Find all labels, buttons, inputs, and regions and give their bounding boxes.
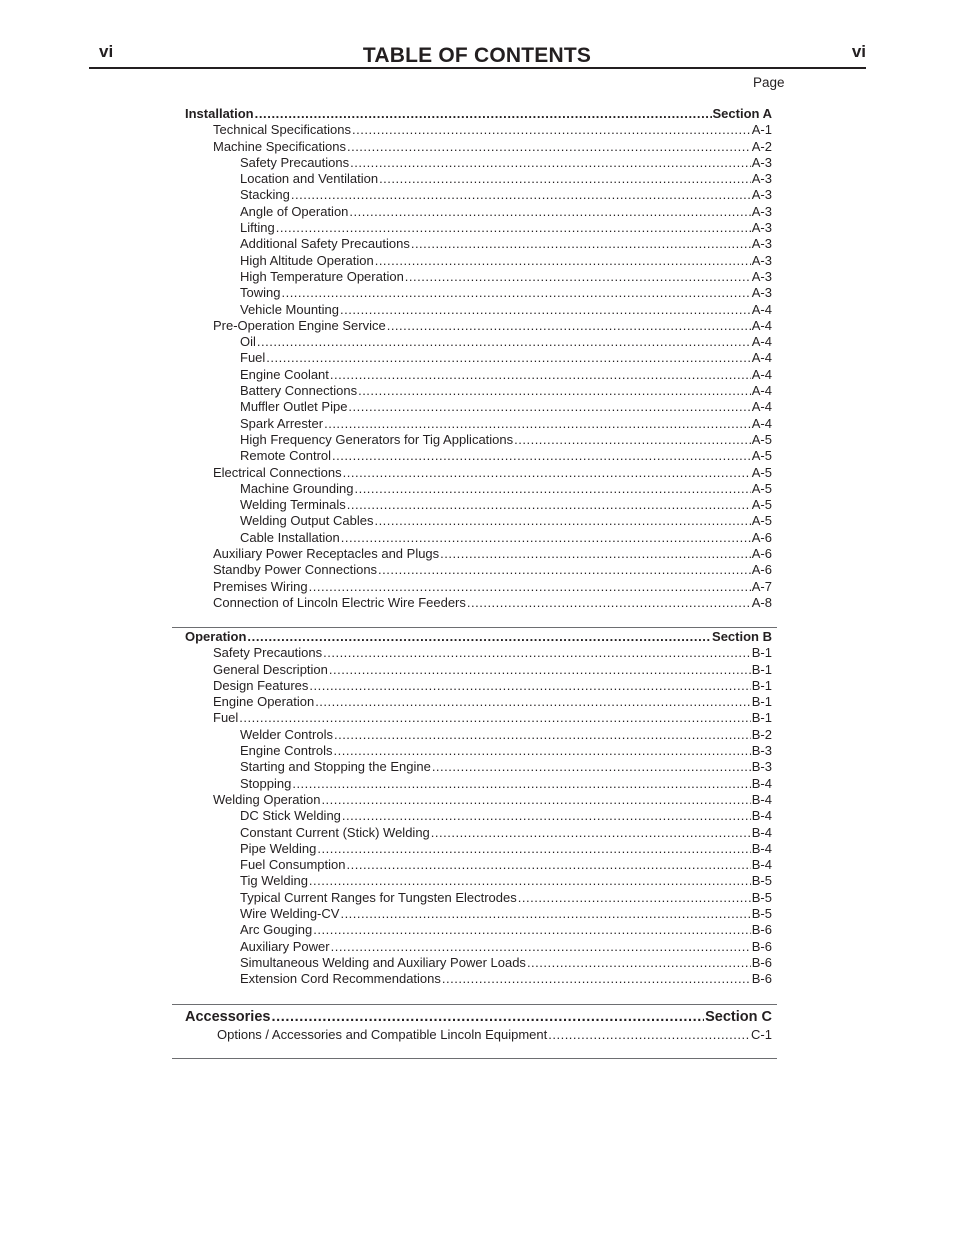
toc-entry-label: Technical Specifications xyxy=(213,122,352,138)
toc-entry-page: B-1 xyxy=(751,661,772,677)
toc-entry-page: B-1 xyxy=(751,677,772,693)
toc-entry-page: B-5 xyxy=(751,906,772,922)
toc-entry[interactable] xyxy=(185,155,772,171)
toc-entry-label: Tig Welding xyxy=(240,873,308,889)
toc-entry-page: A-3 xyxy=(751,187,772,203)
toc-entry[interactable] xyxy=(185,759,772,775)
toc-entry-label: Pre-Operation Engine Service xyxy=(213,317,386,333)
dot-leader xyxy=(527,955,751,971)
toc-entry[interactable] xyxy=(185,662,772,678)
toc-entry-page: B-2 xyxy=(751,726,772,742)
toc-entry-label: Vehicle Mounting xyxy=(240,301,340,317)
toc-entry-page: B-6 xyxy=(751,971,772,987)
toc-entry-label: Towing xyxy=(240,285,281,301)
toc-entry-page: A-4 xyxy=(751,301,772,317)
toc-entry-page: B-5 xyxy=(751,889,772,905)
toc-entry[interactable] xyxy=(185,481,772,497)
toc-entry-label: Wire Welding-CV xyxy=(240,906,340,922)
toc-entry[interactable] xyxy=(185,367,772,383)
toc-entry-page: Section B xyxy=(712,629,772,644)
dot-leader xyxy=(331,939,751,955)
toc-entry-label: Angle of Operation xyxy=(240,203,349,219)
toc-entry-label: Machine Grounding xyxy=(240,480,354,496)
dot-leader xyxy=(340,302,751,318)
dot-leader xyxy=(324,416,751,432)
dot-leader xyxy=(315,694,751,710)
toc-entry-page: A-3 xyxy=(751,220,772,236)
toc-entry[interactable] xyxy=(185,1027,772,1043)
toc-entry-label: Lifting xyxy=(240,220,275,236)
toc-entry-label: General Description xyxy=(213,661,328,677)
toc-entry[interactable] xyxy=(185,776,772,792)
toc-entry-page: A-6 xyxy=(751,529,772,545)
toc-entry-page: B-4 xyxy=(751,775,772,791)
toc-entry-page: A-3 xyxy=(751,171,772,187)
toc-entry-page: A-3 xyxy=(751,285,772,301)
toc-entry[interactable] xyxy=(185,595,772,611)
toc-entry-page: Section C xyxy=(705,1009,772,1025)
toc-entry-label: Connection of Lincoln Electric Wire Feeders xyxy=(213,594,466,610)
toc-entry-page: A-4 xyxy=(751,350,772,366)
dot-leader xyxy=(379,171,751,187)
toc-entry-label: Electrical Connections xyxy=(213,464,342,480)
toc-entry-label: Location and Ventilation xyxy=(240,171,379,187)
toc-entry[interactable] xyxy=(185,873,772,889)
toc-entry[interactable] xyxy=(185,955,772,971)
dot-leader xyxy=(247,629,711,645)
toc-entry-page: A-4 xyxy=(751,317,772,333)
toc-entry[interactable] xyxy=(185,710,772,726)
dot-leader xyxy=(347,139,751,155)
toc-entry-page: A-6 xyxy=(751,546,772,562)
toc-entry[interactable] xyxy=(185,187,772,203)
toc-entry[interactable] xyxy=(185,922,772,938)
toc-entry[interactable] xyxy=(185,285,772,301)
dot-leader xyxy=(317,841,750,857)
toc-entry-label: Remote Control xyxy=(240,448,332,464)
toc-entry-label: Welding Operation xyxy=(213,791,321,807)
dot-leader xyxy=(329,662,751,678)
toc-entry-page: A-4 xyxy=(751,415,772,431)
toc-entry[interactable] xyxy=(185,890,772,906)
dot-leader xyxy=(343,465,751,481)
toc-entry-label: Battery Connections xyxy=(240,383,358,399)
dot-leader xyxy=(330,367,751,383)
toc-entry-label: High Altitude Operation xyxy=(240,252,374,268)
dot-leader xyxy=(271,1007,704,1027)
toc-section-accessories xyxy=(185,1007,772,1043)
toc-entry-label: Fuel Consumption xyxy=(240,857,346,873)
dot-leader xyxy=(257,334,751,350)
page-number-right: vi xyxy=(851,42,866,61)
toc-entry[interactable] xyxy=(185,530,772,546)
page-title: TABLE OF CONTENTS xyxy=(362,44,592,67)
toc-entry-label: Auxiliary Power Receptacles and Plugs xyxy=(213,546,440,562)
dot-leader xyxy=(309,678,750,694)
toc-entry-label: Spark Arrester xyxy=(240,415,324,431)
toc-entry-page: A-5 xyxy=(751,431,772,447)
dot-leader xyxy=(281,285,750,301)
toc-entry[interactable] xyxy=(185,334,772,350)
dot-leader xyxy=(358,383,751,399)
toc-entry-label: Options / Accessories and Compatible Lincoln Equipment xyxy=(217,1027,548,1042)
dot-leader xyxy=(378,562,751,578)
dot-leader xyxy=(350,155,751,171)
dot-leader xyxy=(347,857,751,873)
toc-entry-label: Auxiliary Power xyxy=(240,938,330,954)
toc-entry[interactable] xyxy=(185,678,772,694)
dot-leader xyxy=(440,546,751,562)
toc-entry[interactable] xyxy=(185,448,772,464)
dot-leader xyxy=(291,187,751,203)
toc-entry-page: A-2 xyxy=(751,138,772,154)
dot-leader xyxy=(309,579,751,595)
toc-entry-label: Stopping xyxy=(240,775,292,791)
toc-entry[interactable] xyxy=(185,727,772,743)
toc-entry[interactable] xyxy=(185,236,772,252)
toc-entry-page: B-4 xyxy=(751,791,772,807)
toc-entry-label: Accessories xyxy=(185,1009,271,1025)
toc-section-heading[interactable] xyxy=(185,629,772,645)
toc-entry-label: Arc Gouging xyxy=(240,922,313,938)
toc-entry-label: DC Stick Welding xyxy=(240,808,341,824)
dot-leader xyxy=(255,106,712,122)
toc-entry-label: Welding Terminals xyxy=(240,497,346,513)
toc-section-operation xyxy=(185,629,772,988)
toc-entry[interactable] xyxy=(185,743,772,759)
toc-entry-page: A-3 xyxy=(751,268,772,284)
toc-entry-label: Oil xyxy=(240,334,256,350)
toc-entry[interactable] xyxy=(185,383,772,399)
section-divider xyxy=(172,1058,777,1059)
dot-leader xyxy=(347,497,751,513)
toc-entry-page: Section A xyxy=(712,106,772,121)
section-divider xyxy=(172,1004,777,1005)
toc-entry-page: A-3 xyxy=(751,203,772,219)
dot-leader xyxy=(348,399,750,415)
toc-entry-page: A-5 xyxy=(751,448,772,464)
toc-entry-label: Constant Current (Stick) Welding xyxy=(240,824,430,840)
section-divider xyxy=(172,627,777,628)
toc-entry-page: A-1 xyxy=(751,122,772,138)
dot-leader xyxy=(352,122,751,138)
toc-entry-label: High Temperature Operation xyxy=(240,268,404,284)
dot-leader xyxy=(354,481,750,497)
toc-entry-page: A-5 xyxy=(751,513,772,529)
toc-entry-page: B-3 xyxy=(751,743,772,759)
toc-entry-page: A-3 xyxy=(751,252,772,268)
dot-leader xyxy=(321,792,750,808)
toc-entry[interactable] xyxy=(185,465,772,481)
toc-entry[interactable] xyxy=(185,645,772,661)
toc-entry-label: Safety Precautions xyxy=(240,154,350,170)
toc-entry-label: Welder Controls xyxy=(240,726,333,742)
toc-entry-page: B-4 xyxy=(751,808,772,824)
toc-entry-page: C-1 xyxy=(751,1027,772,1042)
toc-entry-page: B-1 xyxy=(751,645,772,661)
toc-entry-label: Safety Precautions xyxy=(213,645,323,661)
toc-entry-label: Engine Operation xyxy=(213,694,315,710)
toc-entry-page: B-4 xyxy=(751,857,772,873)
dot-leader xyxy=(292,776,750,792)
toc-entry-label: Pipe Welding xyxy=(240,840,317,856)
title-rule xyxy=(89,67,866,69)
toc-entry-page: B-5 xyxy=(751,873,772,889)
dot-leader xyxy=(548,1027,750,1043)
toc-entry[interactable] xyxy=(185,579,772,595)
dot-leader xyxy=(518,890,751,906)
toc-entry-page: B-4 xyxy=(751,840,772,856)
toc-entry-label: Engine Coolant xyxy=(240,366,329,382)
toc-entry[interactable] xyxy=(185,269,772,285)
toc-entry-page: A-3 xyxy=(751,236,772,252)
dot-leader xyxy=(387,318,751,334)
toc-entry[interactable] xyxy=(185,122,772,138)
toc-entry-label: Premises Wiring xyxy=(213,578,308,594)
toc-entry-label: High Frequency Generators for Tig Applications xyxy=(240,431,514,447)
dot-leader xyxy=(411,236,751,252)
dot-leader xyxy=(342,808,751,824)
dot-leader xyxy=(340,906,750,922)
toc-entry[interactable] xyxy=(185,139,772,155)
toc-entry[interactable] xyxy=(185,808,772,824)
toc-entry[interactable] xyxy=(185,497,772,513)
toc-entry-label: Muffler Outlet Pipe xyxy=(240,399,348,415)
dot-leader xyxy=(313,922,751,938)
dot-leader xyxy=(334,727,751,743)
toc-entry[interactable] xyxy=(185,432,772,448)
toc-entry-label: Welding Output Cables xyxy=(240,513,374,529)
dot-leader xyxy=(431,825,751,841)
toc-entry-page: A-4 xyxy=(751,366,772,382)
toc-entry[interactable] xyxy=(185,318,772,334)
toc-entry-page: B-4 xyxy=(751,824,772,840)
toc-entry[interactable] xyxy=(185,253,772,269)
toc-section-heading[interactable] xyxy=(185,1007,772,1027)
page-number-left: vi xyxy=(99,42,114,61)
toc-entry[interactable] xyxy=(185,399,772,415)
toc-section-heading[interactable] xyxy=(185,106,772,122)
toc-entry[interactable] xyxy=(185,562,772,578)
toc-entry-page: B-6 xyxy=(751,938,772,954)
toc-entry[interactable] xyxy=(185,906,772,922)
toc-entry-page: A-4 xyxy=(751,399,772,415)
toc-entry[interactable] xyxy=(185,204,772,220)
dot-leader xyxy=(442,971,751,987)
toc-entry-label: Extension Cord Recommendations xyxy=(240,971,441,987)
toc-entry-label: Design Features xyxy=(213,677,309,693)
toc-entry-page: A-6 xyxy=(751,562,772,578)
page-column-label: Page xyxy=(753,75,785,90)
dot-leader xyxy=(239,710,750,726)
toc-entry-label: Cable Installation xyxy=(240,529,340,545)
toc-entry-page: A-3 xyxy=(751,154,772,170)
toc-entry-label: Installation xyxy=(185,106,254,121)
toc-entry-label: Simultaneous Welding and Auxiliary Power Loads xyxy=(240,954,526,970)
toc-entry[interactable] xyxy=(185,302,772,318)
dot-leader xyxy=(332,448,751,464)
dot-leader xyxy=(334,743,751,759)
toc-entry-label: Engine Controls xyxy=(240,743,333,759)
toc-entry[interactable] xyxy=(185,350,772,366)
toc-entry-label: Operation xyxy=(185,629,247,644)
toc-entry-page: A-5 xyxy=(751,480,772,496)
toc-entry[interactable] xyxy=(185,792,772,808)
toc-entry-label: Standby Power Connections xyxy=(213,562,378,578)
dot-leader xyxy=(266,350,750,366)
toc-entry-label: Fuel xyxy=(213,710,239,726)
toc-entry-page: A-8 xyxy=(751,594,772,610)
toc-entry-label: Typical Current Ranges for Tungsten Electrodes xyxy=(240,889,517,905)
toc-entry-page: A-7 xyxy=(751,578,772,594)
toc-entry[interactable] xyxy=(185,971,772,987)
toc-entry[interactable] xyxy=(185,857,772,873)
toc-entry-page: B-6 xyxy=(751,954,772,970)
toc-entry[interactable] xyxy=(185,171,772,187)
toc-entry-label: Stacking xyxy=(240,187,290,203)
toc-entry-label: Additional Safety Precautions xyxy=(240,236,410,252)
toc-entry-label: Fuel xyxy=(240,350,266,366)
dot-leader xyxy=(323,645,751,661)
dot-leader xyxy=(467,595,751,611)
toc-entry-page: A-5 xyxy=(751,464,772,480)
toc-entry-page: B-1 xyxy=(751,694,772,710)
toc-entry[interactable] xyxy=(185,694,772,710)
dot-leader xyxy=(341,530,751,546)
toc-entry-page: B-1 xyxy=(751,710,772,726)
toc-entry-page: B-3 xyxy=(751,759,772,775)
toc-entry[interactable] xyxy=(185,513,772,529)
toc-entry[interactable] xyxy=(185,416,772,432)
dot-leader xyxy=(405,269,751,285)
toc-entry-label: Starting and Stopping the Engine xyxy=(240,759,431,775)
dot-leader xyxy=(375,253,751,269)
dot-leader xyxy=(514,432,751,448)
toc-section-installation xyxy=(185,106,772,611)
toc-entry-page: B-6 xyxy=(751,922,772,938)
dot-leader xyxy=(349,204,750,220)
dot-leader xyxy=(374,513,750,529)
dot-leader xyxy=(276,220,751,236)
dot-leader xyxy=(432,759,751,775)
toc-entry[interactable] xyxy=(185,825,772,841)
toc-entry-label: Machine Specifications xyxy=(213,138,346,154)
toc-entry-page: A-4 xyxy=(751,334,772,350)
toc-entry[interactable] xyxy=(185,546,772,562)
dot-leader xyxy=(309,873,751,889)
toc-entry[interactable] xyxy=(185,220,772,236)
toc-entry-page: A-4 xyxy=(751,383,772,399)
toc-entry[interactable] xyxy=(185,841,772,857)
toc-entry-page: A-5 xyxy=(751,497,772,513)
toc-entry[interactable] xyxy=(185,939,772,955)
